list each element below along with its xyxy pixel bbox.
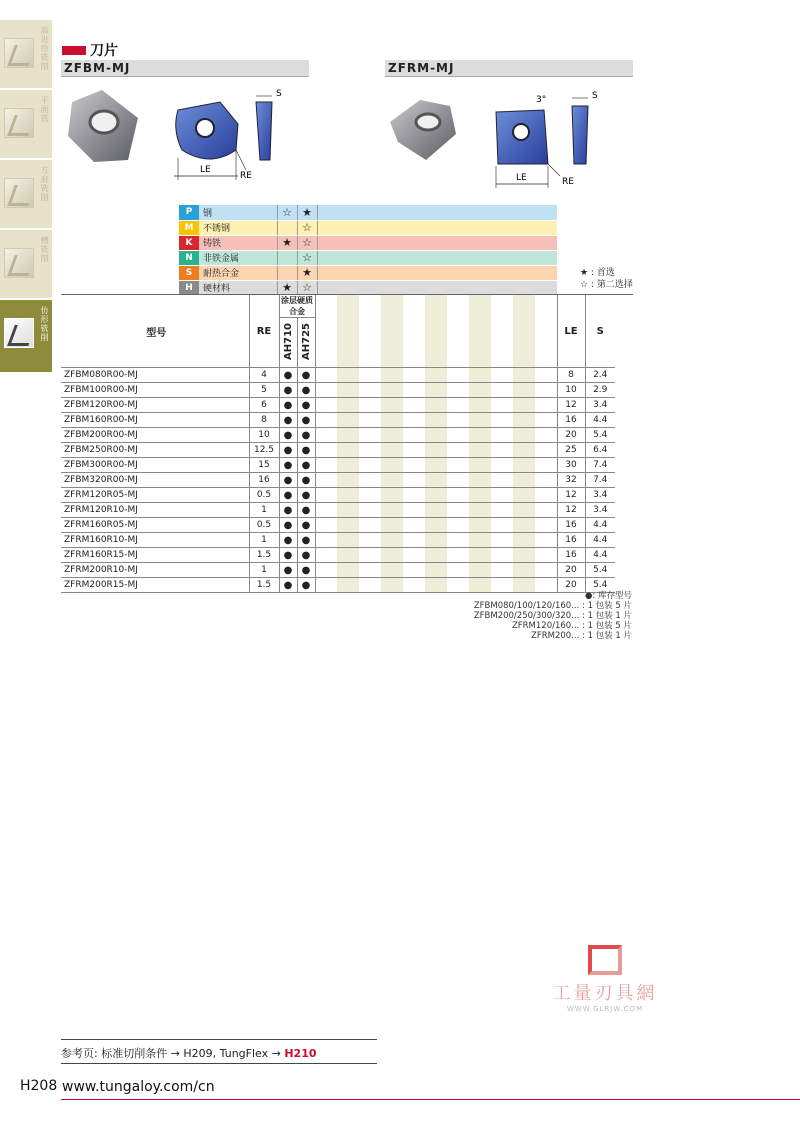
table-row bbox=[61, 548, 615, 563]
row-re: 0.5 bbox=[249, 488, 279, 503]
row-model: ZFRM120R10-MJ bbox=[61, 503, 249, 518]
table-row bbox=[61, 383, 615, 398]
row-model: ZFRM200R15-MJ bbox=[61, 578, 249, 593]
row-ah710: ● bbox=[279, 368, 297, 383]
row-re: 16 bbox=[249, 473, 279, 488]
table-row bbox=[61, 443, 615, 458]
row-ah710: ● bbox=[279, 398, 297, 413]
table-row bbox=[61, 413, 615, 428]
face-milling-icon bbox=[4, 108, 34, 138]
material-name: 铸铁 bbox=[199, 235, 277, 250]
row-model: ZFRM120R05-MJ bbox=[61, 488, 249, 503]
material-row bbox=[179, 220, 557, 235]
table-header-group bbox=[61, 295, 615, 318]
row-le: 30 bbox=[557, 458, 585, 473]
row-le: 16 bbox=[557, 413, 585, 428]
row-model: ZFRM200R10-MJ bbox=[61, 563, 249, 578]
material-name: 钢 bbox=[199, 205, 277, 220]
row-model: ZFBM200R00-MJ bbox=[61, 428, 249, 443]
ah725-rating: ☆ bbox=[297, 250, 317, 265]
row-s: 4.4 bbox=[585, 533, 615, 548]
row-ah725: ● bbox=[297, 413, 315, 428]
material-code: K bbox=[179, 235, 199, 250]
profile-milling-icon bbox=[4, 318, 34, 348]
row-s: 4.4 bbox=[585, 548, 615, 563]
row-le: 32 bbox=[557, 473, 585, 488]
watermark-logo-icon bbox=[588, 945, 622, 975]
row-model: ZFRM160R05-MJ bbox=[61, 518, 249, 533]
table-row bbox=[61, 473, 615, 488]
row-le: 25 bbox=[557, 443, 585, 458]
row-s: 3.4 bbox=[585, 488, 615, 503]
row-model: ZFBM120R00-MJ bbox=[61, 398, 249, 413]
row-le: 16 bbox=[557, 548, 585, 563]
row-le: 16 bbox=[557, 518, 585, 533]
col-s-header: S bbox=[585, 295, 615, 368]
watermark bbox=[540, 945, 670, 1013]
row-le: 8 bbox=[557, 368, 585, 383]
tab-label: 方肩铣削 bbox=[40, 166, 49, 202]
ah725-rating: ☆ bbox=[297, 280, 317, 295]
zfbm-side-view bbox=[256, 96, 272, 160]
row-ah725: ● bbox=[297, 398, 315, 413]
row-s: 3.4 bbox=[585, 503, 615, 518]
row-ah725: ● bbox=[297, 488, 315, 503]
row-ah725: ● bbox=[297, 563, 315, 578]
row-ah710: ● bbox=[279, 488, 297, 503]
shoulder-milling-icon bbox=[4, 178, 34, 208]
ah710-rating bbox=[277, 265, 297, 280]
footnote-line: ZFRM120/160... : 1 包装 5 片 bbox=[511, 621, 632, 631]
row-ah710: ● bbox=[279, 503, 297, 518]
section-title: 刀片 bbox=[90, 43, 118, 59]
section-tabs bbox=[0, 20, 52, 374]
zfrm-s-label: S bbox=[592, 91, 598, 101]
material-row bbox=[179, 205, 557, 220]
material-name: 硬材料 bbox=[199, 280, 277, 295]
material-row bbox=[179, 250, 557, 265]
tab-shoulder-milling[interactable] bbox=[0, 160, 52, 228]
reference-line bbox=[61, 1045, 317, 1061]
tab-face-milling[interactable] bbox=[0, 90, 52, 158]
material-row bbox=[179, 280, 557, 295]
row-ah725: ● bbox=[297, 428, 315, 443]
watermark-url: WWW.GLRJW.COM bbox=[566, 1005, 644, 1013]
row-s: 2.4 bbox=[585, 368, 615, 383]
row-ah725: ● bbox=[297, 368, 315, 383]
section-heading bbox=[62, 40, 118, 60]
insert-drawings bbox=[60, 80, 660, 190]
zfrm-insert-photo bbox=[390, 100, 456, 160]
zfrm-angle-label: 3° bbox=[536, 95, 547, 105]
row-s: 5.4 bbox=[585, 563, 615, 578]
star-legend bbox=[580, 267, 633, 291]
footnote-line: ZFRM200... : 1 包装 1 片 bbox=[531, 631, 632, 641]
col-le-header: LE bbox=[557, 295, 585, 368]
ah725-rating: ☆ bbox=[297, 220, 317, 235]
table-row bbox=[61, 488, 615, 503]
row-re: 0.5 bbox=[249, 518, 279, 533]
zfrm-top-view bbox=[496, 110, 560, 188]
heading-marker bbox=[62, 46, 86, 55]
row-model: ZFBM080R00-MJ bbox=[61, 368, 249, 383]
footnotes bbox=[474, 591, 632, 641]
row-le: 20 bbox=[557, 428, 585, 443]
ah710-rating bbox=[277, 250, 297, 265]
material-row bbox=[179, 235, 557, 250]
row-s: 7.4 bbox=[585, 473, 615, 488]
row-ah710: ● bbox=[279, 533, 297, 548]
table-row bbox=[61, 518, 615, 533]
tab-label: 平面铣 bbox=[40, 96, 49, 123]
insert-spec-table bbox=[61, 295, 615, 593]
grade-group-header: 涂层硬质合金 bbox=[281, 296, 313, 316]
zfrm-side-view bbox=[572, 98, 588, 164]
row-re: 1.5 bbox=[249, 548, 279, 563]
row-le: 20 bbox=[557, 578, 585, 593]
table-row bbox=[61, 398, 615, 413]
row-re: 6 bbox=[249, 398, 279, 413]
footnote-line: ZFBM200/250/300/320... : 1 包装 1 片 bbox=[473, 611, 632, 621]
zfbm-insert-photo bbox=[68, 90, 138, 162]
row-ah725: ● bbox=[297, 578, 315, 593]
grade-ah725-header: AH725 bbox=[300, 322, 312, 360]
row-s: 5.4 bbox=[585, 428, 615, 443]
zfbm-re-label: RE bbox=[240, 171, 252, 181]
material-code: M bbox=[179, 220, 199, 235]
row-s: 6.4 bbox=[585, 443, 615, 458]
table-row bbox=[61, 458, 615, 473]
row-re: 1 bbox=[249, 563, 279, 578]
slot-milling-icon bbox=[4, 248, 34, 278]
row-ah725: ● bbox=[297, 443, 315, 458]
row-model: ZFBM300R00-MJ bbox=[61, 458, 249, 473]
material-name: 不锈钢 bbox=[199, 220, 277, 235]
ref-rule-bottom bbox=[61, 1063, 377, 1064]
model-title-zfrm: ZFRM-MJ bbox=[385, 60, 633, 77]
material-name: 耐热合金 bbox=[199, 265, 277, 280]
zfrm-re-label: RE bbox=[562, 177, 574, 187]
footnote-line: ZFBM080/100/120/160... : 1 包装 5 片 bbox=[473, 601, 632, 611]
row-ah725: ● bbox=[297, 548, 315, 563]
row-ah710: ● bbox=[279, 458, 297, 473]
row-le: 12 bbox=[557, 398, 585, 413]
row-le: 16 bbox=[557, 533, 585, 548]
row-model: ZFRM160R10-MJ bbox=[61, 533, 249, 548]
high-feed-milling-icon bbox=[4, 38, 34, 68]
row-model: ZFBM250R00-MJ bbox=[61, 443, 249, 458]
col-model-header: 型号 bbox=[61, 295, 249, 368]
material-code: H bbox=[179, 280, 199, 295]
ref-rule-top bbox=[61, 1039, 377, 1040]
model-title-zfbm: ZFBM-MJ bbox=[61, 60, 309, 77]
tab-high-feed-milling[interactable] bbox=[0, 20, 52, 88]
row-re: 15 bbox=[249, 458, 279, 473]
row-model: ZFBM100R00-MJ bbox=[61, 383, 249, 398]
row-re: 10 bbox=[249, 428, 279, 443]
row-re: 1 bbox=[249, 503, 279, 518]
material-code: N bbox=[179, 250, 199, 265]
tab-label: 仿形铣削 bbox=[40, 306, 49, 342]
zfrm-le-label: LE bbox=[516, 173, 527, 183]
row-ah710: ● bbox=[279, 518, 297, 533]
row-re: 4 bbox=[249, 368, 279, 383]
ah725-rating: ★ bbox=[297, 265, 317, 280]
row-model: ZFBM160R00-MJ bbox=[61, 413, 249, 428]
reference-link[interactable]: H210 bbox=[284, 1047, 317, 1060]
material-name: 非铁金属 bbox=[199, 250, 277, 265]
table-row bbox=[61, 533, 615, 548]
col-re-header: RE bbox=[249, 295, 279, 368]
row-model: ZFBM320R00-MJ bbox=[61, 473, 249, 488]
row-ah710: ● bbox=[279, 383, 297, 398]
footnote-line: ●: 库存型号 bbox=[585, 591, 632, 601]
row-ah710: ● bbox=[279, 548, 297, 563]
row-re: 12.5 bbox=[249, 443, 279, 458]
table-row bbox=[61, 368, 615, 383]
row-re: 8 bbox=[249, 413, 279, 428]
page-number: H208 bbox=[20, 1078, 58, 1094]
row-le: 10 bbox=[557, 383, 585, 398]
row-ah725: ● bbox=[297, 473, 315, 488]
row-re: 1.5 bbox=[249, 578, 279, 593]
row-le: 12 bbox=[557, 488, 585, 503]
zfbm-le-label: LE bbox=[200, 165, 211, 175]
row-ah725: ● bbox=[297, 458, 315, 473]
row-s: 4.4 bbox=[585, 518, 615, 533]
row-ah710: ● bbox=[279, 578, 297, 593]
material-code: S bbox=[179, 265, 199, 280]
material-code: P bbox=[179, 205, 199, 220]
ah710-rating: ★ bbox=[277, 235, 297, 250]
ah725-rating: ☆ bbox=[297, 235, 317, 250]
row-ah725: ● bbox=[297, 503, 315, 518]
tab-label: 槽铣削 bbox=[40, 236, 49, 263]
reference-text: 参考页: 标准切削条件 → H209, TungFlex → bbox=[61, 1047, 285, 1060]
tab-profile-milling[interactable] bbox=[0, 300, 52, 372]
row-s: 4.4 bbox=[585, 413, 615, 428]
zfbm-s-label: S bbox=[276, 89, 282, 99]
row-le: 20 bbox=[557, 563, 585, 578]
row-ah725: ● bbox=[297, 518, 315, 533]
table-row bbox=[61, 503, 615, 518]
row-s: 7.4 bbox=[585, 458, 615, 473]
table-row bbox=[61, 563, 615, 578]
grade-ah710-header: AH710 bbox=[282, 322, 294, 360]
legend-second: ☆ : 第二选择 bbox=[580, 280, 633, 290]
row-ah725: ● bbox=[297, 383, 315, 398]
watermark-title: 工量刃具網 bbox=[552, 983, 658, 1004]
material-row bbox=[179, 265, 557, 280]
ah725-rating: ★ bbox=[297, 205, 317, 220]
row-ah710: ● bbox=[279, 473, 297, 488]
row-re: 1 bbox=[249, 533, 279, 548]
row-s: 5.4 bbox=[585, 578, 615, 593]
site-url[interactable]: www.tungaloy.com/cn bbox=[62, 1079, 215, 1095]
row-model: ZFRM160R15-MJ bbox=[61, 548, 249, 563]
table-row bbox=[61, 428, 615, 443]
row-s: 3.4 bbox=[585, 398, 615, 413]
row-le: 12 bbox=[557, 503, 585, 518]
ah710-rating bbox=[277, 220, 297, 235]
row-ah725: ● bbox=[297, 533, 315, 548]
row-ah710: ● bbox=[279, 563, 297, 578]
row-ah710: ● bbox=[279, 443, 297, 458]
row-s: 2.9 bbox=[585, 383, 615, 398]
tab-label: 高进给铣削 bbox=[40, 26, 49, 71]
row-ah710: ● bbox=[279, 428, 297, 443]
bottom-rule bbox=[61, 1099, 800, 1100]
row-re: 5 bbox=[249, 383, 279, 398]
ah710-rating: ★ bbox=[277, 280, 297, 295]
tab-slot-milling[interactable] bbox=[0, 230, 52, 298]
material-grade-table bbox=[179, 205, 557, 296]
legend-preferred: ★ : 首选 bbox=[580, 268, 615, 278]
row-ah710: ● bbox=[279, 413, 297, 428]
ah710-rating: ☆ bbox=[277, 205, 297, 220]
